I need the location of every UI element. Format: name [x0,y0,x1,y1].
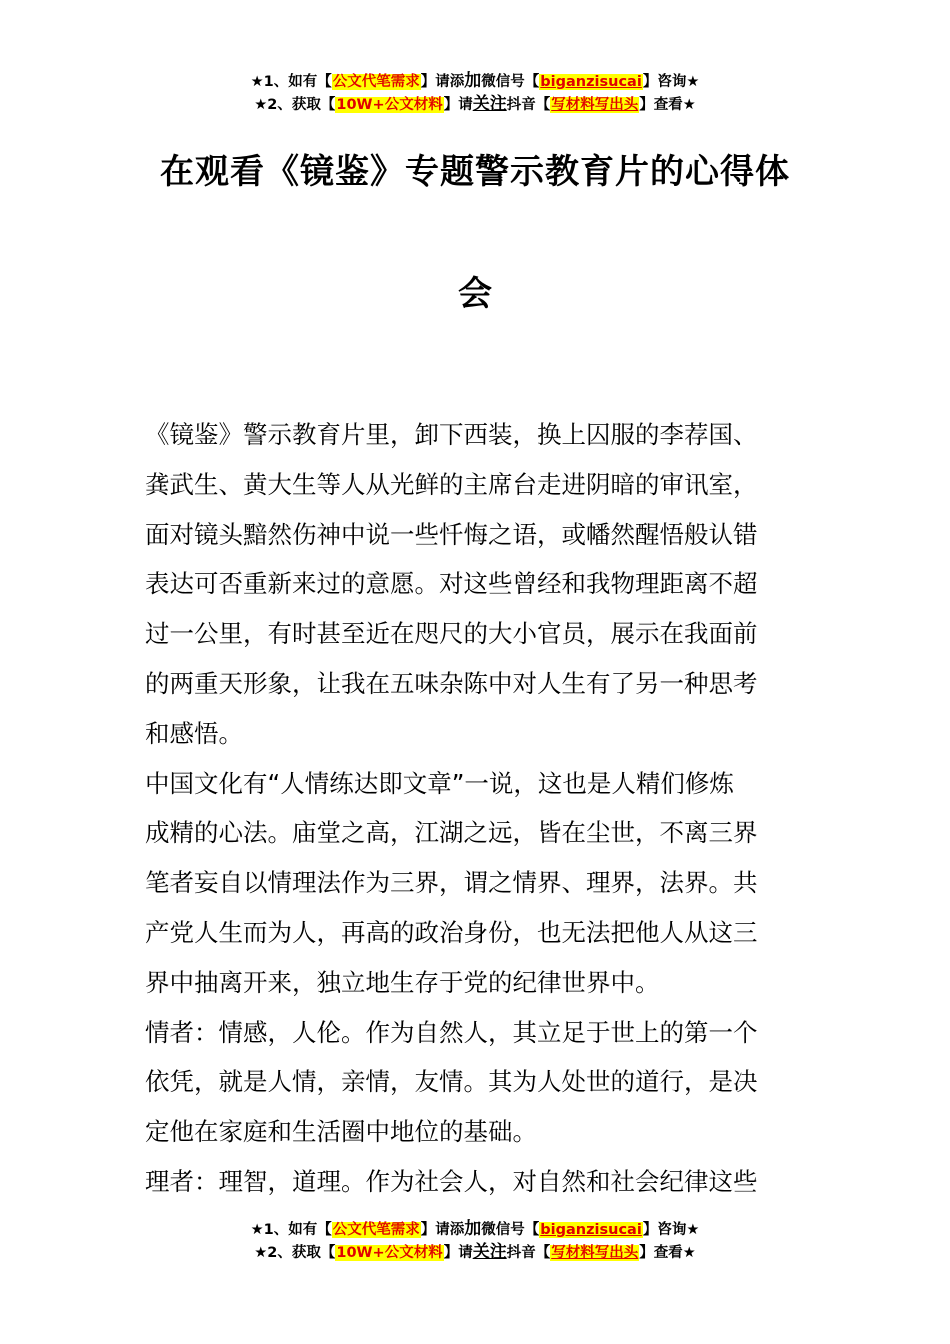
banner-row2-mid-underlined: 关注 [472,94,507,114]
banner-highlight-materials: 10W+公文材料 [336,97,443,113]
body-line: 的两重天形象，让我在五味杂陈中对人生有了另一种思考 [145,668,758,698]
banner-row2-mid2: 抖音【 [506,97,551,113]
body-line: 表达可否重新来过的意愿。对这些曾经和我物理距离不超 [145,569,758,599]
body-line: 和感悟。 [145,718,243,748]
body-line: 过一公里，有时甚至近在咫尺的大小官员，展示在我面前 [145,619,758,649]
body-line: 面对镜头黯然伤神中说一些忏悔之语，或幡然醒悟般认错 [145,519,758,549]
banner-row2-prefix: ★2、获取【 [254,1245,336,1261]
body-line: 龚武生、黄大生等人从光鲜的主席台走进阴暗的审讯室， [145,469,758,499]
banner-row2-prefix: ★2、获取【 [254,97,336,113]
banner-highlight-ghostwriting: 公文代笔需求 [332,74,420,90]
banner-highlight-douyin: 写材料写出头 [551,1245,639,1261]
banner-row2-mid2: 抖音【 [506,1245,551,1261]
banner-row2-suffix: 】查看★ [639,1245,696,1261]
document-body [145,410,807,1207]
banner-highlight-wechat-id: biganzisucai [540,74,642,90]
body-line: 界中抽离开来，独立地生存于党的纪律世界中。 [145,967,660,997]
body-line: 定他在家庭和生活圈中地位的基础。 [145,1117,537,1147]
banner-highlight-ghostwriting: 公文代笔需求 [332,1222,420,1238]
banner-row2-mid-underlined: 关注 [472,1242,507,1262]
body-line: 笔者妄自以情理法作为三界，谓之情界、理界，法界。共 [145,868,758,898]
banner-row1-mid1: 】请添 [420,74,465,90]
body-line: 情者：情感，人伦。作为自然人，其立足于世上的第一个 [145,1017,758,1047]
banner-highlight-wechat-id: biganzisucai [540,1222,642,1238]
body-line: 中国文化有“人情练达即文章”一说，这也是人精们修炼 [145,768,734,798]
body-line: 《镜鉴》警示教育片里，卸下西装，换上囚服的李荐国、 [145,420,758,449]
banner-row1-mid1: 】请添 [420,1222,465,1238]
body-line: 成精的心法。庙堂之高，江湖之远，皆在尘世，不离三界 [145,818,758,848]
banner-row1-suffix: 】咨询★ [642,1222,700,1238]
banner-row1-mid-big: 加 [464,1219,482,1239]
banner-highlight-douyin: 写材料写出头 [551,97,639,113]
top-banner [0,70,950,116]
banner-row-2 [0,1241,950,1264]
banner-row-1 [0,1218,950,1241]
body-line: 产党人生而为人，再高的政治身份，也无法把他人从这三 [145,917,758,947]
banner-row1-prefix: ★1、如有【 [250,74,332,90]
banner-row1-mid2: 微信号【 [481,74,540,90]
body-line: 理者：理智，道理。作为社会人，对自然和社会纪律这些 [145,1166,758,1196]
banner-row2-suffix: 】查看★ [639,97,696,113]
document-title-line-1: 在观看《镜鉴》专题警示教育片的心得体 [160,152,790,192]
body-line: 依凭，就是人情，亲情，友情。其为人处世的道行，是决 [145,1067,758,1097]
banner-row2-mid1: 】请 [443,97,473,113]
banner-row1-suffix: 】咨询★ [642,74,700,90]
banner-row1-mid-big: 加 [464,71,482,91]
bottom-banner [0,1218,950,1264]
banner-row2-mid1: 】请 [443,1245,473,1261]
banner-highlight-materials: 10W+公文材料 [336,1245,443,1261]
banner-row-1 [0,70,950,93]
banner-row1-mid2: 微信号【 [481,1222,540,1238]
document-title-line-2: 会 [458,274,492,314]
banner-row1-prefix: ★1、如有【 [250,1222,332,1238]
banner-row-2 [0,93,950,116]
